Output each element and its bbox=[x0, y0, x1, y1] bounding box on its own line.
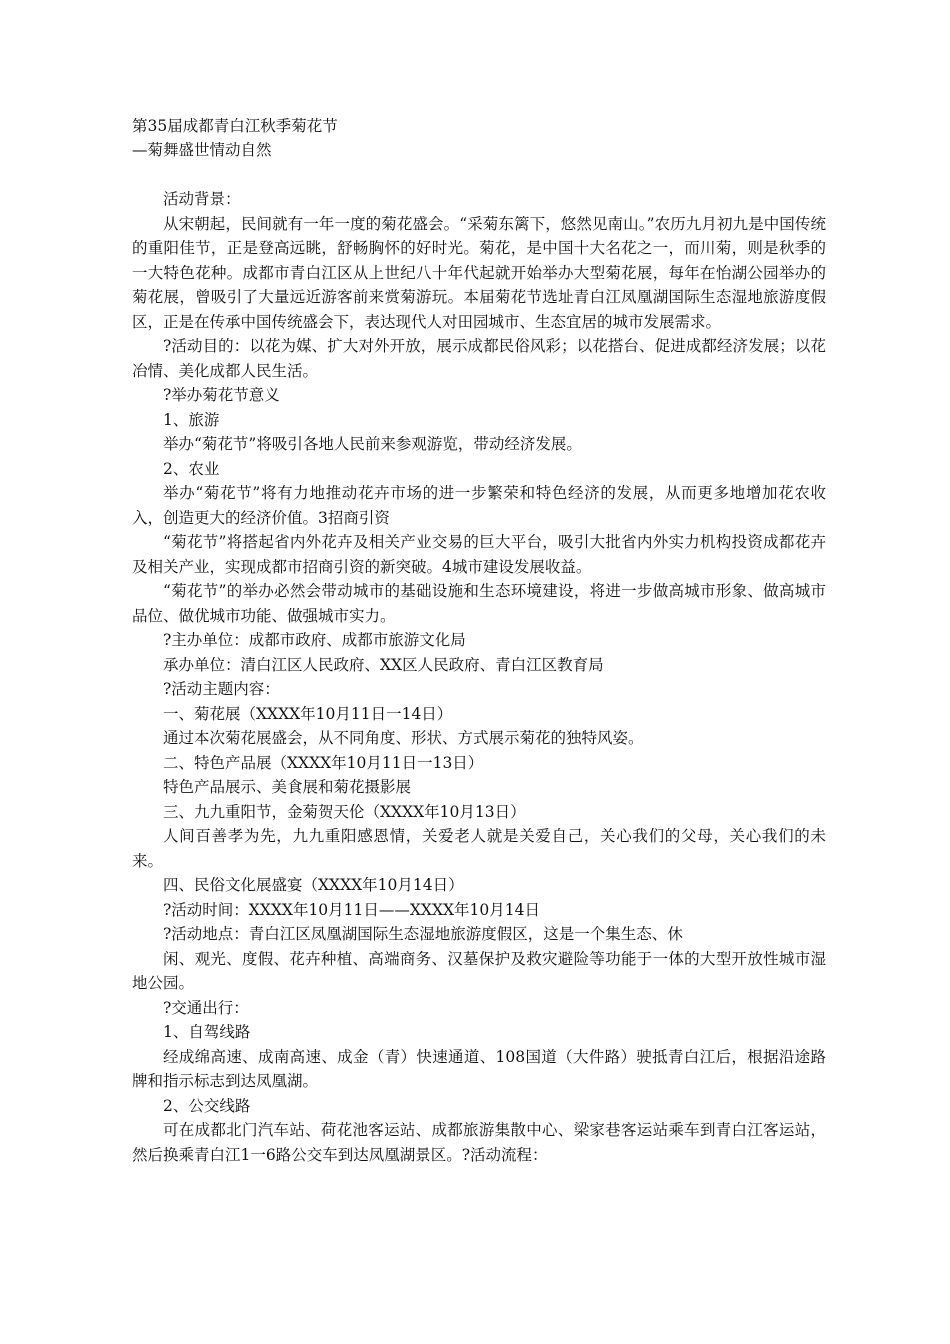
paragraph-bus-heading: 2、公交线路 bbox=[163, 1096, 251, 1115]
paragraph-tourism: 举办“菊花节”将吸引各地人民前来参观游览，带动经济发展。 bbox=[163, 435, 582, 453]
paragraph-time: ?活动时间：XXXX年10月11日——XXXX年10月14日 bbox=[163, 900, 540, 919]
paragraph-investment: “菊花节”将搭起省内外花卉及相关产业交易的巨大平台，吸引大批省内外实力机构投资成都花卉及相关产业，实现成都市招商引资的新突破。4城市建设发展收益。 bbox=[132, 533, 826, 576]
paragraph-theme-3: 三、九九重阳节，金菊贺天伦（XXXX年10月13日） bbox=[163, 802, 526, 821]
paragraph-theme-3-desc: 人间百善孝为先，九九重阳感恩情，关爱老人就是关爱自己，关心我们的父母，关心我们的未来。 bbox=[132, 827, 826, 870]
paragraph-location-cont: 闲、观光、度假、花卉种植、高端商务、汉墓保护及救灾避险等功能于一体的大型开放性城市湿地公园。 bbox=[132, 949, 826, 992]
paragraph-theme-heading: ?活动主题内容： bbox=[163, 680, 280, 698]
paragraph-background-label: 活动背景： bbox=[163, 190, 241, 208]
paragraph-theme-4: 四、民俗文化展盛宴（XXXX年10月14日） bbox=[163, 876, 464, 894]
paragraph-significance-heading: ?举办菊花节意义 bbox=[163, 386, 280, 404]
paragraph-transport-heading: ?交通出行： bbox=[163, 998, 249, 1017]
paragraph-host: ?主办单位：成都市政府、成都市旅游文化局 bbox=[163, 631, 466, 649]
paragraph-theme-2: 二、特色产品展（XXXX年10月11日一13日） bbox=[163, 753, 484, 772]
paragraph-city-construction: “菊花节”的举办必然会带动城市的基础设施和生态环境建设，将进一步做高城市形象、做高城市品位、做优城市功能、做强城市实力。 bbox=[132, 582, 826, 625]
paragraph-theme-1: 一、菊花展（XXXX年10月11日一14日） bbox=[163, 704, 453, 723]
paragraph-background: 从宋朝起，民间就有一年一度的菊花盛会。“采菊东篱下，悠然见南山。”农历九月初九是中国传统的重阳佳节，正是登高远眺，舒畅胸怀的好时光。菊花，是中国十大名花之一，而川菊，则是秋季的一大特色花种。成都市青白江区从上世纪八十年代起就开始举办大型菊花展，每年在怡湖公园举办的菊花展，曾吸引了大量远近游客前来赏菊游玩。本届菊花节选址青白江凤凰湖国际生态湿地旅游度假区，正是在传承中国传统盛会下，表达现代人对田园城市、生态宜居的城市发展需求。 bbox=[132, 214, 826, 331]
paragraph-purpose: ?活动目的：以花为媒、扩大对外开放，展示成都民俗风彩；以花搭台、促进成都经济发展；以花冶情、美化成都人民生活。 bbox=[132, 337, 826, 380]
document-title: 第35届成都青白江秋季菊花节 bbox=[132, 117, 338, 135]
paragraph-location: ?活动地点：青白江区凤凰湖国际生态湿地旅游度假区，这是一个集生态、休 bbox=[163, 925, 683, 943]
paragraph-bus: 可在成都北门汽车站、荷花池客运站、成都旅游集散中心、梁家巷客运站乘车到青白江客运站，然后换乘青白江1一6路公交车到达凤凰湖景区。?活动流程： bbox=[132, 1121, 826, 1164]
paragraph-theme-1-desc: 通过本次菊花展盛会，从不同角度、形状、方式展示菊花的独特风姿。 bbox=[163, 729, 644, 747]
document-subtitle: —菊舞盛世情动自然 bbox=[132, 141, 272, 159]
paragraph-agriculture-heading: 2、农业 bbox=[163, 459, 220, 478]
paragraph-driving-heading: 1、自驾线路 bbox=[163, 1023, 251, 1041]
paragraph-agriculture: 举办“菊花节”将有力地推动花卉市场的进一步繁荣和特色经济的发展，从而更多地增加花农收入，创造更大的经济价值。3招商引资 bbox=[132, 484, 826, 527]
document-body bbox=[132, 187, 826, 1167]
paragraph-theme-2-desc: 特色产品展示、美食展和菊花摄影展 bbox=[163, 778, 412, 796]
paragraph-organizer: 承办单位：清白江区人民政府、XX区人民政府、青白江区教育局 bbox=[163, 655, 604, 674]
paragraph-tourism-heading: 1、旅游 bbox=[163, 410, 220, 429]
title-block bbox=[132, 114, 832, 162]
paragraph-driving: 经成绵高速、成南高速、成金（青）快速通道、108国道（大件路）驶抵青白江后，根据沿途路牌和指示标志到达凤凰湖。 bbox=[132, 1047, 826, 1090]
